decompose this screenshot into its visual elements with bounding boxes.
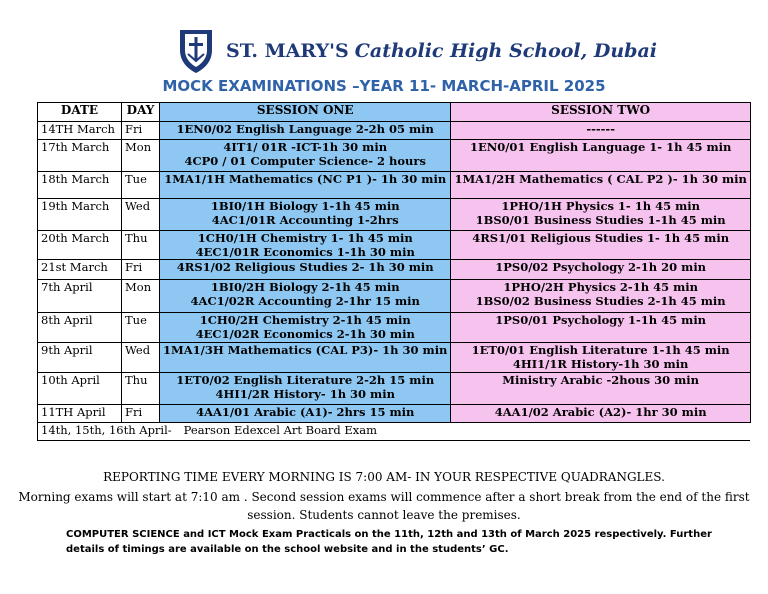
cell-session-one [160,313,451,343]
session-info-line1: Morning exams will start at 7:10 am . Second session exams will commence after a short break from the end of the first [18,490,750,504]
exam-entry: 1BS0/01 Business Studies 1-1h 45 min [475,213,726,227]
header-date: DATE [38,103,122,122]
exam-entry: 4AC1/01R Accounting 1-2hrs [211,213,399,227]
table-row [38,199,751,231]
table-row [38,313,751,343]
timetable-body [38,122,751,441]
table-row [38,343,751,373]
exam-entry: 1CH0/1H Chemistry 1- 1h 45 min [197,231,413,245]
exam-entry: 1EN0/01 English Language 1- 1h 45 min [469,140,732,154]
exam-entry: 1BS0/02 Business Studies 2-1h 45 min [475,294,726,308]
table-row [38,373,751,405]
exam-timetable [37,102,751,441]
exam-entry: 1EN0/02 English Language 2-2h 05 min [176,122,434,136]
cell-session-one [160,140,451,172]
cell-session-two [451,140,750,172]
exam-entry: 1MA1/1H Mathematics (NC P1 )- 1h 30 min [164,172,447,186]
cell-session-one [160,231,451,260]
exam-entry: 1PHO/2H Physics 2-1h 45 min [503,280,698,294]
practicals-note: COMPUTER SCIENCE and ICT Mock Exam Practicals on the 11th, 12th and 13th of March 2025 respectively. Further details of timings are available on the school website and in the students’ GC. [66,529,712,555]
cell-session-two [451,122,750,140]
table-row [38,405,751,423]
exam-entry: 4HI1/1R History-1h 30 min [512,357,689,371]
cell-date: 21st March [38,260,122,280]
cell-date: 8th April [38,313,122,343]
cell-session-one [160,122,451,140]
cell-day: Fri [122,405,160,423]
exam-entry: Ministry Arabic -2hous 30 min [502,373,700,387]
cell-date: 18th March [38,172,122,199]
school-header [0,28,768,76]
header-session-one: SESSION ONE [160,103,451,122]
school-name-main: ST. MARY'S [226,40,349,62]
exam-entry: 1PHO/1H Physics 1- 1h 45 min [501,199,700,213]
exam-entry: 4EC1/01R Economics 1-1h 30 min [195,245,415,259]
reporting-time: REPORTING TIME EVERY MORNING IS 7:00 AM- IN YOUR RESPECTIVE QUADRANGLES. [103,470,665,484]
page-title: MOCK EXAMINATIONS –YEAR 11- MARCH-APRIL 2025 [162,77,606,95]
header-day: DAY [122,103,160,122]
cell-day: Mon [122,140,160,172]
school-crest-icon [178,28,214,74]
exam-entry: 1CH0/2H Chemistry 2-1h 45 min [199,313,411,327]
exam-entry: 1ET0/02 English Literature 2-2h 15 min [176,373,435,387]
cell-day: Tue [122,313,160,343]
exam-entry: 1BI0/1H Biology 1-1h 45 min [210,199,400,213]
exam-entry: 4RS1/01 Religious Studies 1- 1h 45 min [472,231,730,245]
table-row [38,140,751,172]
cell-date: 17th March [38,140,122,172]
table-row [38,122,751,140]
exam-entry: 1BI0/2H Biology 2-1h 45 min [210,280,400,294]
cell-day: Wed [122,343,160,373]
school-name [226,40,657,62]
school-name-sub: Catholic High School, Dubai [354,40,657,62]
cell-session-two [451,280,750,313]
table-row [38,260,751,280]
art-exam-cell [38,423,751,441]
table-row [38,280,751,313]
art-exam-dates: 14th, 15th, 16th April- [41,423,172,437]
cell-day: Thu [122,231,160,260]
cell-session-one [160,260,451,280]
cell-date: 9th April [38,343,122,373]
cell-session-one [160,172,451,199]
cell-session-two [451,405,750,423]
cell-date: 7th April [38,280,122,313]
cell-session-one [160,280,451,313]
cell-day: Fri [122,260,160,280]
exam-entry: 4AA1/02 Arabic (A2)- 1hr 30 min [494,405,707,419]
cell-session-two [451,313,750,343]
cell-session-one [160,199,451,231]
cell-day: Wed [122,199,160,231]
cell-session-one [160,373,451,405]
session-info-line2: session. Students cannot leave the premises. [247,508,521,522]
cell-session-two [451,231,750,260]
cell-session-one [160,343,451,373]
exam-entry: 4RS1/02 Religious Studies 2- 1h 30 min [176,260,434,274]
exam-entry: 1PS0/02 Psychology 2-1h 20 min [495,260,707,274]
cell-session-two [451,343,750,373]
exam-entry: 1MA1/3H Mathematics (CAL P3)- 1h 30 min [163,343,448,357]
table-header-row [38,103,751,122]
table-row-art-exam [38,423,751,441]
cell-date: 10th April [38,373,122,405]
cell-session-two [451,260,750,280]
exam-entry: 1ET0/01 English Literature 1-1h 45 min [471,343,730,357]
cell-date: 20th March [38,231,122,260]
table-row [38,172,751,199]
cell-session-two [451,373,750,405]
cell-date: 19th March [38,199,122,231]
cell-day: Tue [122,172,160,199]
cell-date: 11TH April [38,405,122,423]
exam-entry: 4CP0 / 01 Computer Science- 2 hours [184,154,426,168]
cell-date: 14TH March [38,122,122,140]
header-session-two: SESSION TWO [451,103,750,122]
cell-day: Fri [122,122,160,140]
exam-entry: 4IT1/ 01R -ICT-1h 30 min [223,140,388,154]
exam-entry: 4AC1/02R Accounting 2-1hr 15 min [190,294,420,308]
exam-entry: 4AA1/01 Arabic (A1)- 2hrs 15 min [196,405,415,419]
cell-session-two [451,172,750,199]
exam-entry: 1MA1/2H Mathematics ( CAL P2 )- 1h 30 min [454,172,747,186]
cell-session-two [451,199,750,231]
exam-entry: 1PS0/01 Psychology 1-1h 45 min [495,313,707,327]
cell-day: Mon [122,280,160,313]
exam-entry: 4HI1/2R History- 1h 30 min [215,387,395,401]
cell-day: Thu [122,373,160,405]
exam-entry: 4EC1/02R Economics 2-1h 30 min [195,327,415,341]
exam-entry: ------ [586,122,615,136]
cell-session-one [160,405,451,423]
table-row [38,231,751,260]
art-exam-label: Pearson Edexcel Art Board Exam [183,423,378,437]
